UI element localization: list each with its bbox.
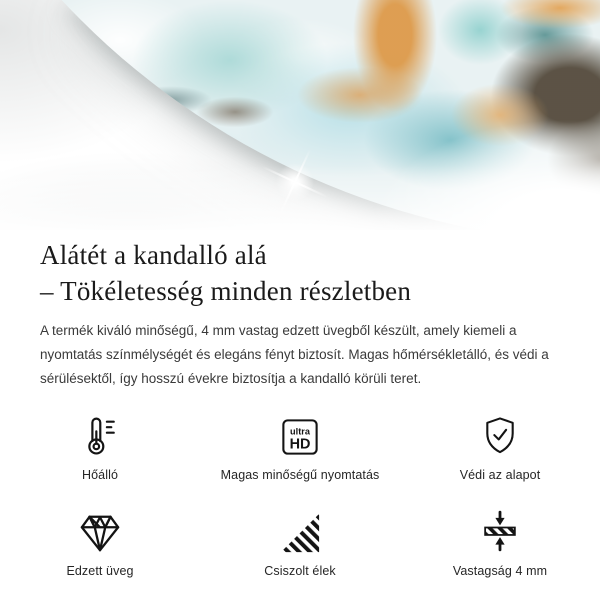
feature-label: Vastagság 4 mm [452, 564, 548, 579]
feature-tempered-glass [0, 508, 200, 578]
feature-label: Védi az alapot [459, 468, 541, 483]
ultra-hd-icon [279, 412, 321, 458]
page-title [40, 238, 560, 309]
feature-heat-resistant [0, 412, 200, 482]
product-description-section [0, 230, 600, 390]
thermometer-icon [78, 412, 122, 458]
feature-label: Edzett üveg [66, 564, 134, 579]
feature-thickness [400, 508, 600, 578]
product-photo [0, 0, 600, 230]
glass-plate [0, 0, 600, 230]
ultra-hd-text-top: ultra [290, 426, 310, 437]
feature-label: Magas minőségű nyomtatás [220, 468, 380, 483]
feature-grid [0, 412, 600, 578]
shield-check-icon [479, 412, 521, 458]
feature-print-quality [200, 412, 400, 482]
product-description: A termék kiváló minőségű, 4 mm vastag edzett üvegből készült, amely kiemeli a nyomtatás színmélységét és elegáns fényt biztosít. Magas hőmérsékletálló, és védi a sérülésektől, így hosszú évekre biztosítja a kandalló körüli teret. [40, 323, 549, 386]
diamond-icon [77, 508, 123, 554]
polished-edge-icon [278, 508, 322, 554]
feature-label: Csiszolt élek [264, 564, 336, 579]
thickness-icon [479, 508, 521, 554]
feature-protects-base [400, 412, 600, 482]
ultra-hd-text-bottom: HD [289, 436, 311, 453]
page-title-line2: – Tökéletesség minden részletben [40, 275, 412, 306]
feature-polished-edges [200, 508, 400, 578]
feature-label: Hőálló [81, 468, 119, 483]
page-title-line1: Alátét a kandalló alá [40, 240, 267, 270]
